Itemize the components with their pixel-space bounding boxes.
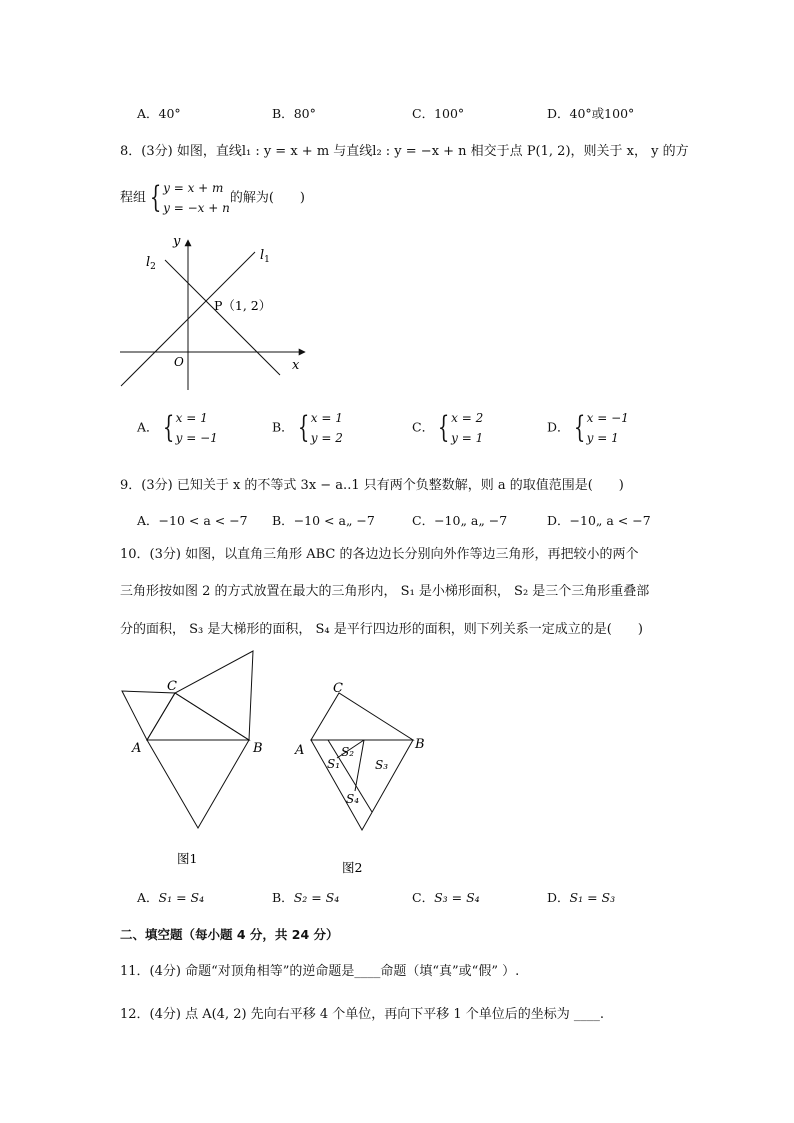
x-axis-label: x: [292, 358, 300, 373]
q8-system-eq1: y = x + m: [163, 181, 224, 195]
fig2-label-s2: S₂: [341, 745, 355, 759]
section-2-heading: 二、填空题（每小题 4 分，共 24 分）: [120, 927, 339, 942]
q7-option-d: D．40°或100°: [547, 106, 635, 121]
fig2-label-s1: S₁: [327, 757, 341, 771]
fig2-label-c: C: [333, 681, 343, 696]
q12-stem: 12．(4分) 点 A(4, 2) 先向右平移 4 个单位，再向下平移 1 个单位后的坐标为 ____.: [120, 1007, 605, 1022]
q8-graph: [115, 228, 315, 393]
brace-icon: {: [573, 410, 585, 445]
origin-label: O: [174, 355, 184, 369]
fig2-small-triangle-edge-3: [355, 740, 364, 791]
brace-icon: {: [162, 410, 174, 445]
fig1-equilateral-bc: [175, 651, 253, 740]
fig2-triangle-abc: [311, 693, 413, 740]
fig2-label-s4: S₄: [346, 792, 360, 806]
q8-option-b: B． { x = 1 y = 2: [272, 410, 343, 445]
q10-figure-1: [115, 645, 265, 870]
fig2-caption: 图2: [342, 860, 363, 875]
l2-label: $l_2$: [146, 255, 156, 272]
fig1-label-a: A: [132, 741, 142, 756]
q8-stem-line1: 8．(3分) 如图，直线l₁ : y = x + m 与直线l₂ : y = −x + n 相交于点 P(1, 2)，则关于 x， y 的方: [120, 144, 689, 159]
brace-icon: {: [297, 410, 309, 445]
fig1-label-c: C: [167, 679, 177, 694]
q9-option-a: A．−10 < a < −7: [137, 513, 248, 528]
q9-stem: 9．(3分) 已知关于 x 的不等式 3x − a..1 只有两个负整数解，则 a 的取值范围是( ): [120, 478, 624, 493]
fig1-equilateral-ac: [122, 691, 175, 740]
q7-option-b: B．80°: [272, 106, 316, 121]
q7-option-c: C．100°: [412, 106, 465, 121]
q8-system-eq2: y = −x + n: [163, 201, 230, 215]
q10-option-c: C．S₃ = S₄: [412, 890, 480, 905]
q8-prefix: 程组: [120, 190, 147, 206]
q10-option-d: D．S₁ = S₃: [547, 890, 616, 905]
q10-option-b: B．S₂ = S₄: [272, 890, 340, 905]
brace-icon: {: [437, 410, 450, 445]
fig2-label-a: A: [295, 743, 305, 758]
q8-equation-system: [146, 178, 230, 218]
y-axis-label: y: [173, 234, 181, 249]
q9-option-d: D．−10„ a < −7: [547, 513, 651, 528]
fig1-caption: 图1: [177, 851, 198, 866]
q8-option-c: C． { x = 2 y = 1: [412, 410, 484, 445]
q8-option-d: D． { x = −1 y = 1: [547, 410, 629, 445]
fig1-triangle-abc: [147, 693, 249, 740]
q8-option-a: A． { x = 1 y = −1: [137, 410, 218, 445]
brace-icon: {: [149, 180, 162, 215]
q9-option-c: C．−10„ a„ −7: [412, 513, 508, 528]
q10-stem-line2: 三角形按如图 2 的方式放置在最大的三角形内， S₁ 是小梯形面积， S₂ 是三个三角形重叠部: [120, 584, 650, 599]
q9-option-b: B．−10 < a„ −7: [272, 513, 375, 528]
q8-suffix: 的解为( ): [229, 190, 305, 206]
fig2-label-b: B: [415, 737, 425, 752]
fig1-label-b: B: [253, 741, 263, 756]
fig1-equilateral-ab: [147, 740, 249, 828]
q10-figure-2: [290, 680, 435, 880]
q10-stem-line1: 10．(3分) 如图，以直角三角形 ABC 的各边边长分别向外作等边三角形，再把较小的两个: [120, 547, 639, 562]
q10-stem-line3: 分的面积， S₃ 是大梯形的面积， S₄ 是平行四边形的面积，则下列关系一定成立的是( ): [120, 622, 643, 637]
l1-label: $l_1$: [260, 248, 270, 265]
q8-stem-line2: [120, 178, 305, 218]
q11-stem: 11．(4分) 命题“对顶角相等”的逆命题是____命题（填“真”或“假” ）.: [120, 964, 520, 979]
q10-option-a: A．S₁ = S₄: [137, 890, 205, 905]
fig2-label-s3: S₃: [375, 758, 389, 772]
q7-option-a: A．40°: [137, 106, 181, 121]
intersection-point-label: P（1, 2）: [214, 298, 272, 313]
